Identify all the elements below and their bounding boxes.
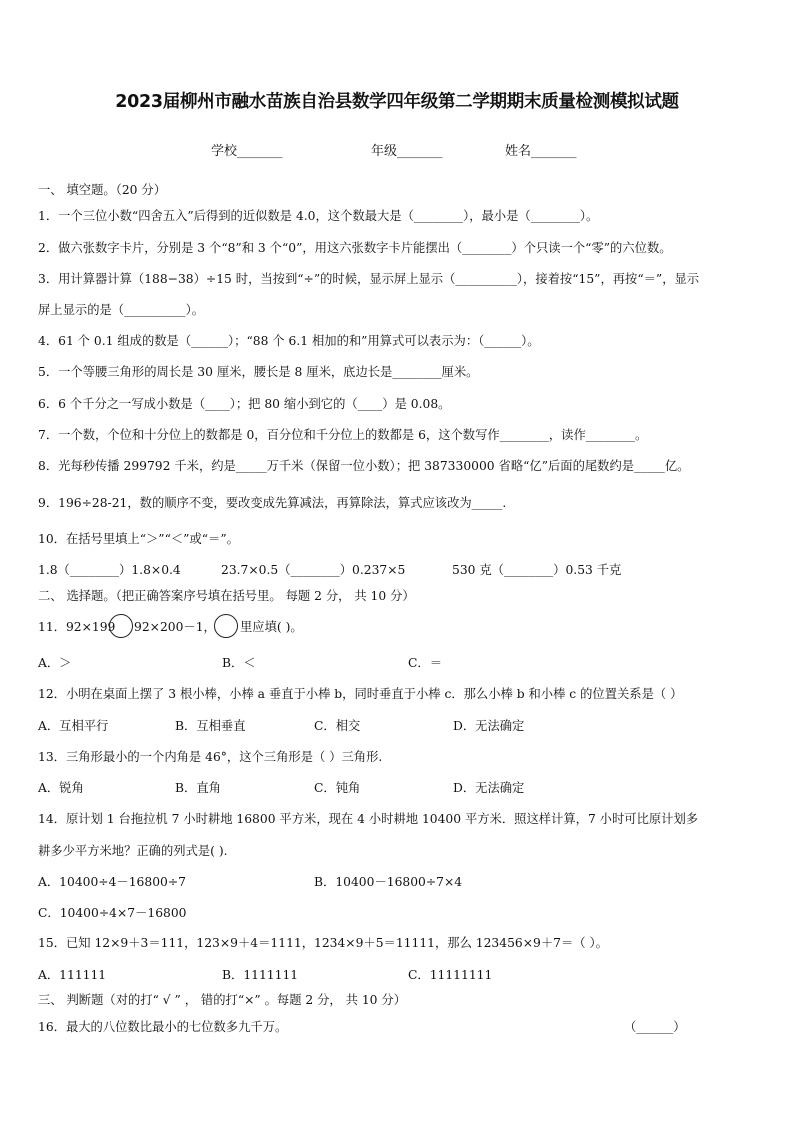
question-4: 4．61 个 0.1 组成的数是（______）；“88 个 6.1 相加的和”用算式可以表示为：（______）。 [38,334,540,348]
question-1: 1．一个三位小数“四舍五入”后得到的近似数是 4.0，这个数最大是（________），最小是（________）。 [38,209,599,223]
page-title: 2023届柳州市融水苗族自治县数学四年级第二学期期末质量检测模拟试题 [115,92,679,112]
question-12: 12．小明在桌面上摆了 3 根小棒，小棒 a 垂直于小棒 b，同时垂直于小棒 c．那么小棒 b 和小棒 c 的位置关系是（ ） [38,687,683,701]
blank-circle [214,614,238,638]
school-field: 学校_______ [211,144,283,159]
question-16-answer-blank: （______） [624,1020,686,1034]
question-12-option-b: B．互相垂直 [175,719,246,733]
question-10-item-a: 1.8（________）1.8×0.4 [38,563,181,577]
blank-circle [109,614,133,638]
question-13-option-c: C．钝角 [314,781,361,795]
question-15-option-c: C．11111111 [408,968,493,982]
question-12-option-d: D．无法确定 [453,719,525,733]
question-10: 10．在括号里填上“＞”“＜”或“＝”。 [38,532,239,546]
section-true-false-heading: 三、 判断题（对的打“ √ ” ， 错的打“×” 。每题 2 分， 共 10 分） [38,993,406,1007]
question-14-option-c: C．10400÷4×7－16800 [38,906,187,920]
question-3-line-2: 屏上显示的是（__________）。 [38,303,205,317]
question-12-option-a: A．互相平行 [38,719,109,733]
question-16: 16．最大的八位数比最小的七位数多九千万。 [38,1020,288,1034]
question-15: 15．已知 12×9＋3＝111，123×9＋4＝1111，1234×9＋5＝11111，那么 123456×9＋7＝（ ）。 [38,936,608,950]
question-5: 5．一个等腰三角形的周长是 30 厘米，腰长是 8 厘米，底边长是________厘米。 [38,365,479,379]
question-3-line-1: 3．用计算器计算（188−38）÷15 时，当按到“÷”的时候，显示屏上显示（__________），接着按“15”，再按“＝”，显示 [38,272,700,286]
question-10-item-b: 23.7×0.5（________）0.237×5 [221,563,406,577]
question-13: 13．三角形最小的一个内角是 46°，这个三角形是（ ）三角形. [38,750,383,764]
section-choice-heading: 二、 选择题。（把正确答案序号填在括号里。 每题 2 分， 共 10 分） [38,589,415,603]
question-6: 6．6 个千分之一写成小数是（____）；把 80 缩小到它的（____）是 0.08。 [38,397,451,411]
question-11-part-c: 里应填( )。 [240,620,303,634]
question-8: 8．光每秒传播 299792 千米，约是_____万千米（保留一位小数）；把 387330000 省略“亿”后面的尾数约是_____亿。 [38,459,690,473]
question-14-option-b: B．10400－16800÷7×4 [314,875,463,889]
question-7: 7．一个数，个位和十分位上的数都是 0，百分位和千分位上的数都是 6，这个数写作________，读作________。 [38,428,648,442]
question-13-option-a: A．锐角 [38,781,84,795]
question-14-line-2: 耕多少平方米地？正确的列式是( ). [38,844,228,858]
question-11-option-b: B．＜ [222,656,256,670]
question-11-part-b: 92×200－1， [134,620,216,634]
question-2: 2．做六张数字卡片，分别是 3 个“8”和 3 个“0”，用这六张数字卡片能摆出（________）个只读一个“零”的六位数。 [38,241,672,255]
question-13-option-b: B．直角 [175,781,221,795]
question-12-option-c: C．相交 [314,719,361,733]
question-14-option-a: A．10400÷4－16800÷7 [38,875,186,889]
question-15-option-b: B．1111111 [222,968,299,982]
question-14-line-1: 14．原计划 1 台拖拉机 7 小时耕地 16800 平方米，现在 4 小时耕地 10400 平方米．照这样计算，7 小时可比原计划多 [38,812,699,826]
question-15-option-a: A．111111 [38,968,107,982]
question-11-option-a: A．＞ [38,656,72,670]
section-fill-blank-heading: 一、 填空题。（20 分） [38,183,166,197]
question-11-option-c: C．＝ [408,656,443,670]
grade-field: 年级_______ [371,144,443,159]
name-field: 姓名_______ [505,144,577,159]
question-10-item-c: 530 克（________）0.53 千克 [452,563,622,577]
question-11-part-a: 11．92×199 [38,620,116,634]
question-9: 9．196÷28-21，数的顺序不变，要改变成先算减法，再算除法，算式应该改为_____. [38,496,507,510]
question-13-option-d: D．无法确定 [453,781,525,795]
